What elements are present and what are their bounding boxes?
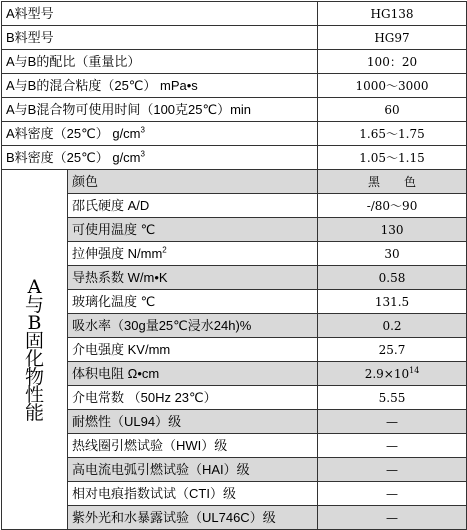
row-label-pot-life: A与B混合物可使用时间（100克25℃）min xyxy=(2,98,318,122)
prop-value-uv-water: — xyxy=(318,506,467,530)
side-char: 固 xyxy=(24,329,44,352)
table-row xyxy=(2,146,467,170)
row-value-a-density: 1.65～1.75 xyxy=(318,122,467,146)
table-row xyxy=(2,482,467,506)
row-label-mix-ratio: A与B的配比（重量比） xyxy=(2,50,318,74)
label-text: 拉伸强度 N/mm xyxy=(72,245,163,261)
side-char: 物 xyxy=(24,365,44,388)
prop-value-cti: — xyxy=(318,482,467,506)
prop-label-service-temp: 可使用温度 ℃ xyxy=(68,218,318,242)
row-value-pot-life: 60 xyxy=(318,98,467,122)
row-value-mix-viscosity: 1000～3000 xyxy=(318,74,467,98)
row-label-a-density xyxy=(2,122,318,146)
prop-value-hwi: — xyxy=(318,434,467,458)
prop-label-dielectric-strength: 介电强度 KV/mm xyxy=(68,338,318,362)
table-row xyxy=(2,362,467,386)
row-value-a-model: HG138 xyxy=(318,2,467,26)
side-char: A xyxy=(27,275,42,298)
side-char: 与 xyxy=(24,293,44,316)
prop-label-flammability: 耐燃性（UL94）级 xyxy=(68,410,318,434)
prop-label-hardness: 邵氏硬度 A/D xyxy=(68,194,318,218)
table-row xyxy=(2,410,467,434)
side-char: 化 xyxy=(24,347,44,370)
prop-label-dielectric-constant: 介电常数 （50Hz 23℃） xyxy=(68,386,318,410)
table-row xyxy=(2,338,467,362)
label-superscript: 2 xyxy=(162,245,167,255)
row-label-b-model: B料型号 xyxy=(2,26,318,50)
prop-value-thermal-conductivity: 0.58 xyxy=(318,266,467,290)
value-superscript: 14 xyxy=(409,365,420,375)
label-text: A料密度（25℃） g/cm xyxy=(6,125,141,141)
table-row xyxy=(2,458,467,482)
row-label-mix-viscosity: A与B的混合粘度（25℃） mPa•s xyxy=(2,74,318,98)
prop-value-volume-resistivity xyxy=(318,362,467,386)
table-row xyxy=(2,26,467,50)
table-row xyxy=(2,242,467,266)
label-superscript: 3 xyxy=(140,125,145,135)
table-row xyxy=(2,218,467,242)
table-row xyxy=(2,170,467,194)
prop-label-glass-transition: 玻璃化温度 ℃ xyxy=(68,290,318,314)
prop-label-volume-resistivity: 体积电阻 Ω•cm xyxy=(68,362,318,386)
prop-label-water-absorption: 吸水率（30g量25℃浸水24h)% xyxy=(68,314,318,338)
prop-label-tensile xyxy=(68,242,318,266)
prop-label-color: 颜色 xyxy=(68,170,318,194)
row-value-b-density: 1.05～1.15 xyxy=(318,146,467,170)
prop-value-dielectric-constant: 5.55 xyxy=(318,386,467,410)
table-row xyxy=(2,74,467,98)
row-label-a-model: A料型号 xyxy=(2,2,318,26)
table-row xyxy=(2,194,467,218)
row-value-b-model: HG97 xyxy=(318,26,467,50)
table-row xyxy=(2,506,467,530)
prop-value-dielectric-strength: 25.7 xyxy=(318,338,467,362)
side-char: 能 xyxy=(24,401,44,424)
spec-table xyxy=(1,1,467,530)
value-text: 2.9×10 xyxy=(364,366,410,381)
prop-label-thermal-conductivity: 导热系数 W/m•K xyxy=(68,266,318,290)
side-char: B xyxy=(27,311,42,334)
prop-value-color: 黑 色 xyxy=(318,170,467,194)
prop-value-hai: — xyxy=(318,458,467,482)
prop-label-hai: 高电流电弧引燃试验（HAI）级 xyxy=(68,458,318,482)
row-label-b-density xyxy=(2,146,318,170)
table-row xyxy=(2,314,467,338)
prop-label-uv-water: 紫外光和水暴露试验（UL746C）级 xyxy=(68,506,318,530)
row-value-mix-ratio: 100：20 xyxy=(318,50,467,74)
prop-label-cti: 相对电痕指数试试（CTI）级 xyxy=(68,482,318,506)
table-row xyxy=(2,386,467,410)
table-row xyxy=(2,266,467,290)
table-row xyxy=(2,290,467,314)
label-text: B料密度（25℃） g/cm xyxy=(6,149,141,165)
prop-value-service-temp: 130 xyxy=(318,218,467,242)
prop-value-water-absorption: 0.2 xyxy=(318,314,467,338)
prop-value-hardness: -/80～90 xyxy=(318,194,467,218)
cured-properties-side-label xyxy=(2,170,68,530)
prop-label-hwi: 热线圈引燃试验（HWI）级 xyxy=(68,434,318,458)
prop-value-glass-transition: 131.5 xyxy=(318,290,467,314)
prop-value-tensile: 30 xyxy=(318,242,467,266)
table-row xyxy=(2,434,467,458)
table-row xyxy=(2,2,467,26)
table-row xyxy=(2,98,467,122)
side-char: 性 xyxy=(24,383,44,406)
table-row xyxy=(2,50,467,74)
table-row xyxy=(2,122,467,146)
label-superscript: 3 xyxy=(140,149,145,159)
prop-value-flammability: — xyxy=(318,410,467,434)
